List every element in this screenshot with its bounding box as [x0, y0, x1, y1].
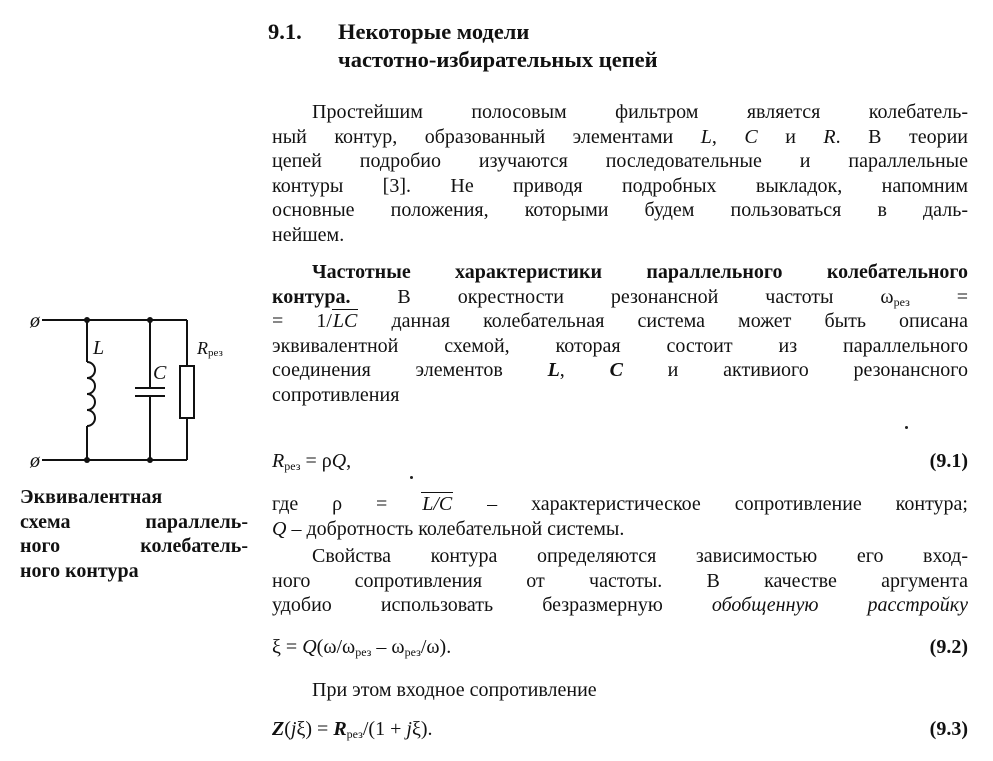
text-line: сопротивления [272, 383, 400, 406]
terminal-top: ø [30, 310, 40, 332]
junction-dot [147, 317, 153, 323]
text-line: Q – добротность колебательной системы. [272, 517, 625, 540]
section-number: 9.1. [268, 19, 302, 44]
resistor-label: Rрез [197, 338, 223, 359]
caption-line: Эквивалентная [20, 486, 163, 508]
text-line: контуры [3]. Не приводя подробных выкладок, напомним [272, 174, 968, 197]
omega-res: $\omega_{рез}$ [880, 285, 910, 309]
equation-number: (9.3) [929, 718, 968, 740]
text-line: эквивалентной схемой, которая состоит из параллельного [272, 334, 968, 357]
text-line: ного сопротивления от частоты. В качестве аргумента [272, 569, 968, 592]
junction-dot [147, 457, 153, 463]
inductor-label: L [93, 337, 105, 359]
text-line: нейшем. [272, 223, 345, 246]
text-run: данная колебательная система может быть описана [391, 310, 969, 333]
section-heading [268, 18, 658, 74]
text-line: цепей подробио изучаются последовательные и параллельные [272, 150, 968, 173]
section-title-line2: частотно-избирательных цепей [338, 47, 658, 72]
scan-speck [905, 426, 908, 429]
junction-dot [84, 317, 90, 323]
inline-formula: = 1/ [272, 310, 332, 333]
text-line: где ρ = L/C – характеристическое сопротивление контура; [272, 493, 968, 515]
text-line: Свойства контура определяются зависимостью его вход- [312, 545, 968, 567]
paragraph-5 [272, 678, 968, 703]
paragraph-3 [272, 492, 968, 541]
text-line: ный контур, образованный элементами L, C и R. В теории [272, 125, 969, 148]
paragraph-2 [272, 260, 968, 408]
equation-number: (9.2) [929, 636, 968, 658]
subsection-heading-end: контура. [272, 285, 351, 308]
text-line [272, 309, 968, 334]
junction-dot [84, 457, 90, 463]
text-line: удобио использовать безразмерную обобщенную расстройку [272, 594, 968, 617]
equation-body: $R_{рез} = \rho Q$, [272, 450, 352, 473]
text-line: При этом входное сопротивление [312, 679, 597, 701]
text-word: резонансной [610, 285, 719, 308]
text-word: = [956, 285, 969, 308]
paragraph-1 [272, 100, 968, 248]
scan-speck [410, 476, 413, 479]
sqrt-expression: LC [332, 310, 358, 333]
caption-line: схема параллель- [20, 510, 248, 533]
text-word: окрестности [457, 285, 564, 308]
text-word: частоты [765, 285, 834, 308]
capacitor-symbol [135, 320, 165, 460]
caption-line: ного колебатель- [20, 535, 248, 558]
resistor-symbol [180, 320, 194, 460]
equation-number: (9.1) [929, 450, 968, 472]
parallel-circuit-diagram [25, 300, 250, 475]
equation-body: $\xi = Q(\omega/\omega_{рез} - \omega_{рез}/\omega)$. [272, 636, 452, 659]
text-line: основные положения, которыми будем пользоваться в даль- [272, 199, 968, 222]
text-line [272, 285, 968, 310]
text-line: Простейшим полосовым фильтром является колебатель- [312, 101, 968, 123]
section-title-line1: Некоторые модели [338, 19, 530, 44]
subsection-heading: Частотные характеристики параллельного колебательного [312, 261, 968, 283]
terminal-bottom: ø [30, 450, 40, 472]
caption-line: ного контура [20, 559, 139, 582]
equation-body: $Z(j\xi) = R_{рез}/(1 + j\xi)$. [272, 718, 433, 741]
italic-term: обобщенную расстройку [711, 594, 968, 617]
text-word: В [397, 285, 411, 308]
figure-caption [20, 485, 248, 583]
text-line: соединения элементов L, C и активиого резонансного [272, 359, 968, 382]
paragraph-4 [272, 544, 968, 618]
sqrt-expression: L/C [422, 493, 453, 515]
capacitor-label: C [153, 362, 167, 384]
